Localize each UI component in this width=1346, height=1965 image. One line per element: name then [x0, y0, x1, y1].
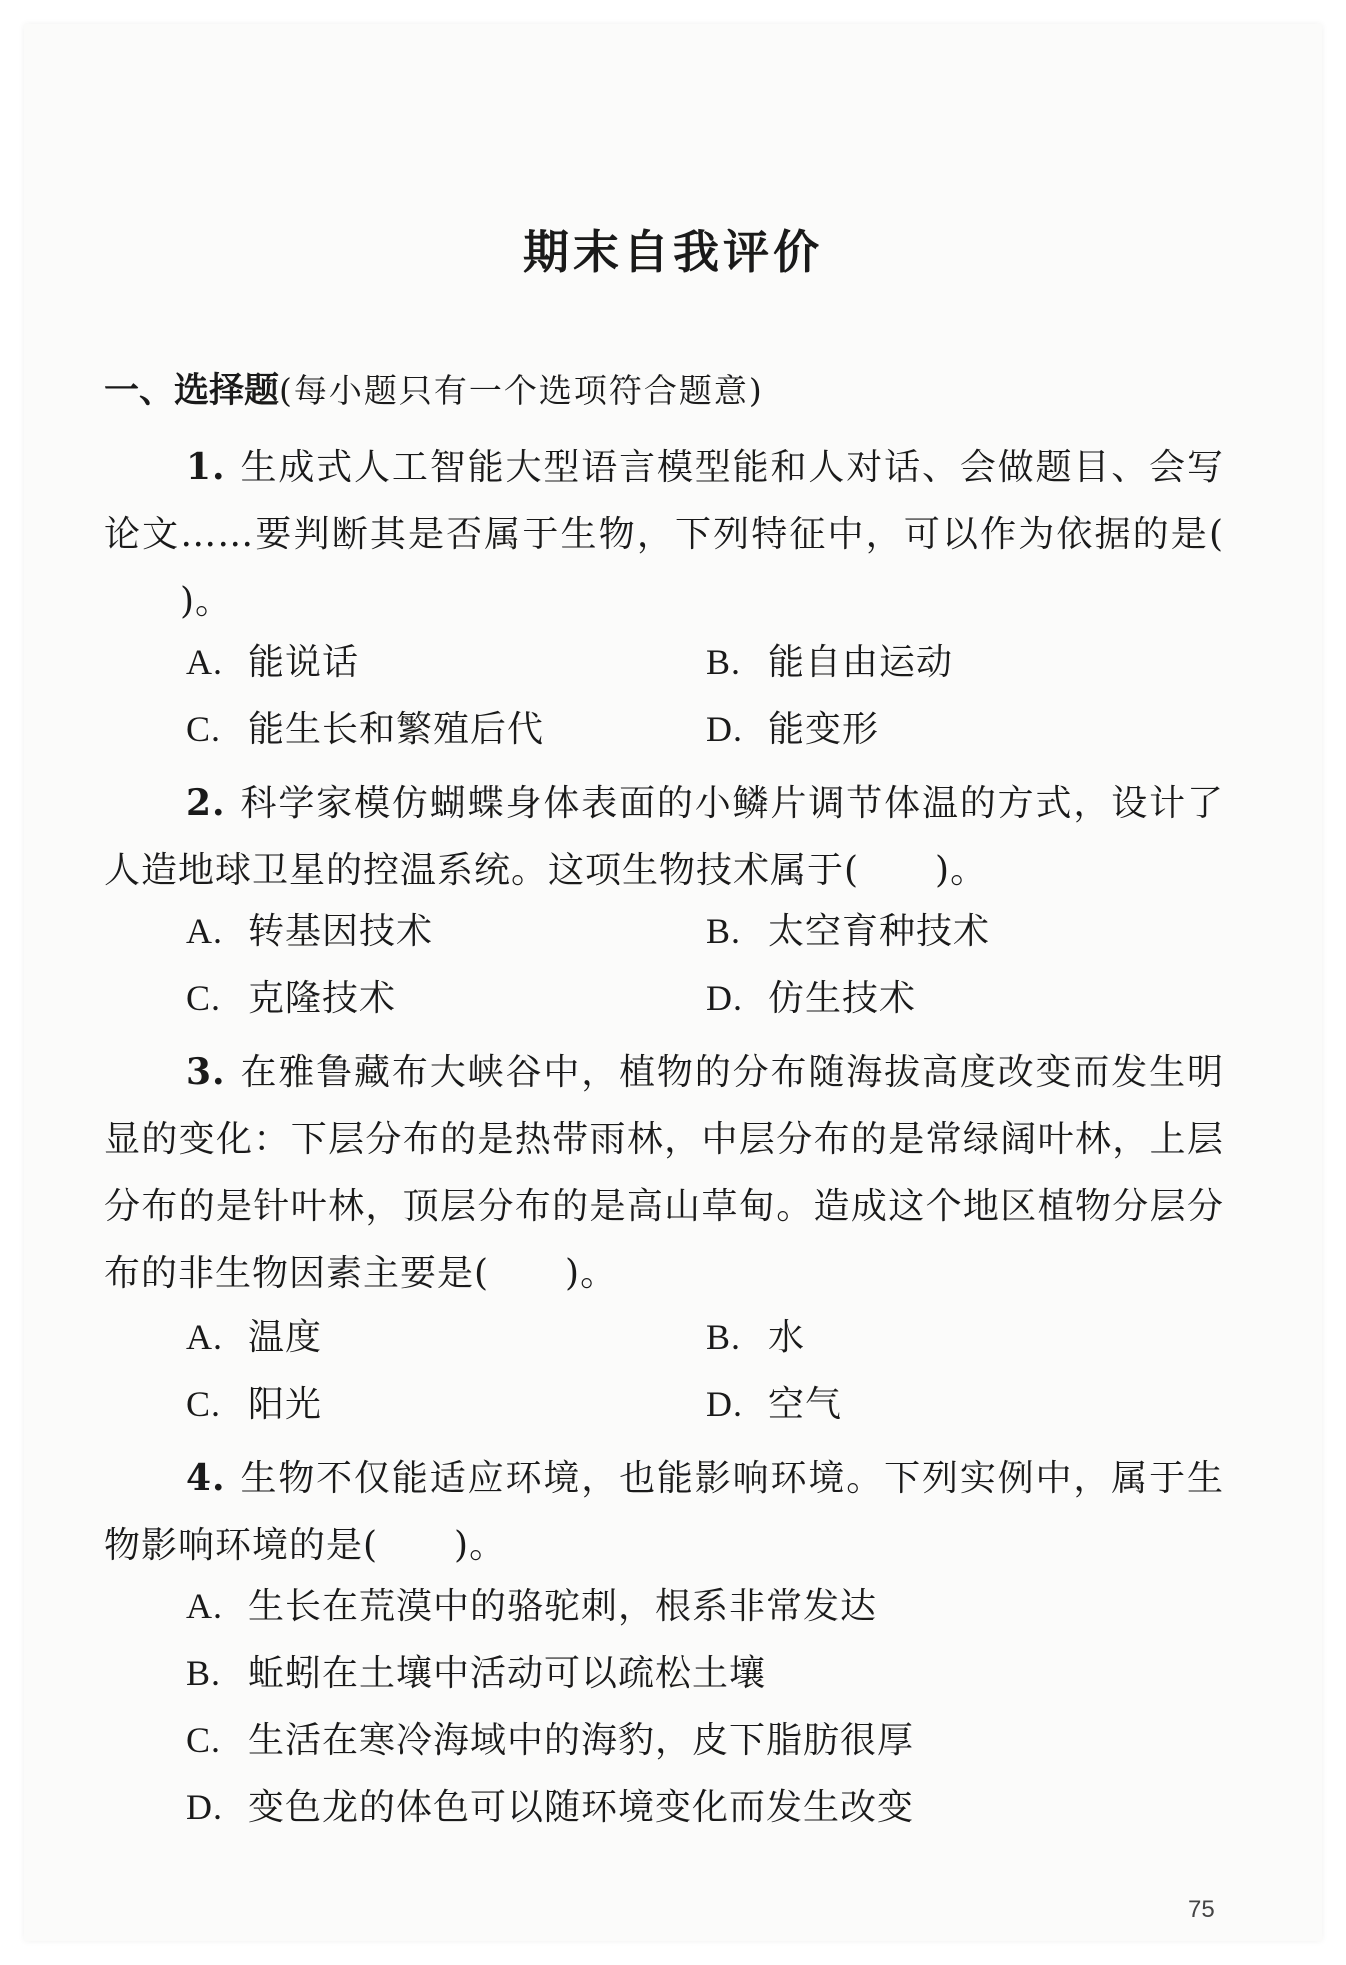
- question-stem-end: )。: [180, 581, 233, 622]
- section-heading-row: [104, 366, 764, 416]
- question-stem-end: )。: [565, 1253, 618, 1294]
- question-1: [104, 434, 1224, 635]
- option-1a: [186, 637, 359, 688]
- question-number: 3.: [186, 1051, 226, 1093]
- option-text: 温度: [248, 1317, 323, 1358]
- option-3a: [186, 1312, 322, 1363]
- option-text: 克隆技术: [248, 978, 397, 1019]
- section-note: (每小题只有一个选项符合题意): [279, 371, 764, 410]
- option-letter: C.: [186, 1720, 222, 1760]
- question-number: 2.: [186, 782, 226, 824]
- option-text: 阳光: [248, 1384, 323, 1425]
- option-text: 能说话: [248, 642, 360, 683]
- section-heading: 一、选择题: [104, 370, 280, 411]
- option-letter: B.: [186, 1653, 222, 1693]
- option-4b: [186, 1648, 766, 1699]
- option-letter: A.: [186, 1586, 223, 1626]
- question-number: 1.: [186, 446, 226, 488]
- option-text: 变色龙的体色可以随环境变化而发生改变: [248, 1787, 915, 1828]
- page-title: 期末自我评价: [523, 225, 823, 279]
- question-3: [104, 1039, 1224, 1307]
- option-text: 生长在荒漠中的骆驼刺，根系非常发达: [248, 1586, 878, 1627]
- question-number: 4.: [186, 1457, 226, 1499]
- option-2c: [186, 973, 396, 1024]
- option-text: 水: [768, 1317, 806, 1358]
- option-letter: A.: [186, 911, 223, 951]
- option-text: 太空育种技术: [768, 911, 991, 952]
- option-3d: [706, 1379, 842, 1430]
- option-letter: D.: [706, 978, 743, 1018]
- question-stem-end: )。: [935, 850, 988, 891]
- option-1c: [186, 704, 544, 755]
- option-2b: [706, 906, 990, 957]
- option-letter: A.: [186, 1317, 223, 1357]
- option-letter: D.: [186, 1787, 223, 1827]
- option-letter: B.: [706, 1317, 742, 1357]
- option-text: 空气: [768, 1384, 843, 1425]
- option-text: 能变形: [768, 709, 880, 750]
- question-4: [104, 1445, 1224, 1579]
- option-letter: C.: [186, 1384, 222, 1424]
- question-stem-end: )。: [454, 1525, 507, 1566]
- option-2d: [706, 973, 916, 1024]
- option-letter: D.: [706, 709, 743, 749]
- question-stem: 科学家模仿蝴蝶身体表面的小鳞片调节体温的方式，设计了人造地球卫星的控温系统。这项生物技术属于(: [104, 783, 1224, 891]
- page-number: 75: [1188, 1896, 1215, 1923]
- option-4a: [186, 1581, 877, 1632]
- option-text: 能自由运动: [768, 642, 954, 683]
- option-letter: B.: [706, 911, 742, 951]
- option-letter: D.: [706, 1384, 743, 1424]
- option-text: 转基因技术: [248, 911, 434, 952]
- option-text: 仿生技术: [768, 978, 917, 1019]
- option-2a: [186, 906, 433, 957]
- question-stem: 生物不仅能适应环境，也能影响环境。下列实例中，属于生物影响环境的是(: [104, 1458, 1224, 1566]
- option-letter: C.: [186, 709, 222, 749]
- option-letter: C.: [186, 978, 222, 1018]
- option-4d: [186, 1782, 914, 1833]
- question-stem: 在雅鲁藏布大峡谷中，植物的分布随海拔高度改变而发生明显的变化：下层分布的是热带雨林，中层分布的是常绿阔叶林，上层分布的是针叶林，顶层分布的是高山草甸。造成这个地区植物分层分布的非生物因素主要是(: [104, 1052, 1224, 1294]
- option-3b: [706, 1312, 805, 1363]
- option-3c: [186, 1379, 322, 1430]
- option-text: 能生长和繁殖后代: [248, 709, 545, 750]
- option-text: 生活在寒冷海域中的海豹，皮下脂肪很厚: [248, 1720, 915, 1761]
- option-1b: [706, 637, 953, 688]
- question-stem: 生成式人工智能大型语言模型能和人对话、会做题目、会写论文……要判断其是否属于生物，下列特征中，可以作为依据的是(: [104, 447, 1224, 555]
- option-4c: [186, 1715, 914, 1766]
- option-1d: [706, 704, 879, 755]
- option-letter: A.: [186, 642, 223, 682]
- question-2: [104, 770, 1224, 904]
- option-letter: B.: [706, 642, 742, 682]
- option-text: 蚯蚓在土壤中活动可以疏松土壤: [248, 1653, 767, 1694]
